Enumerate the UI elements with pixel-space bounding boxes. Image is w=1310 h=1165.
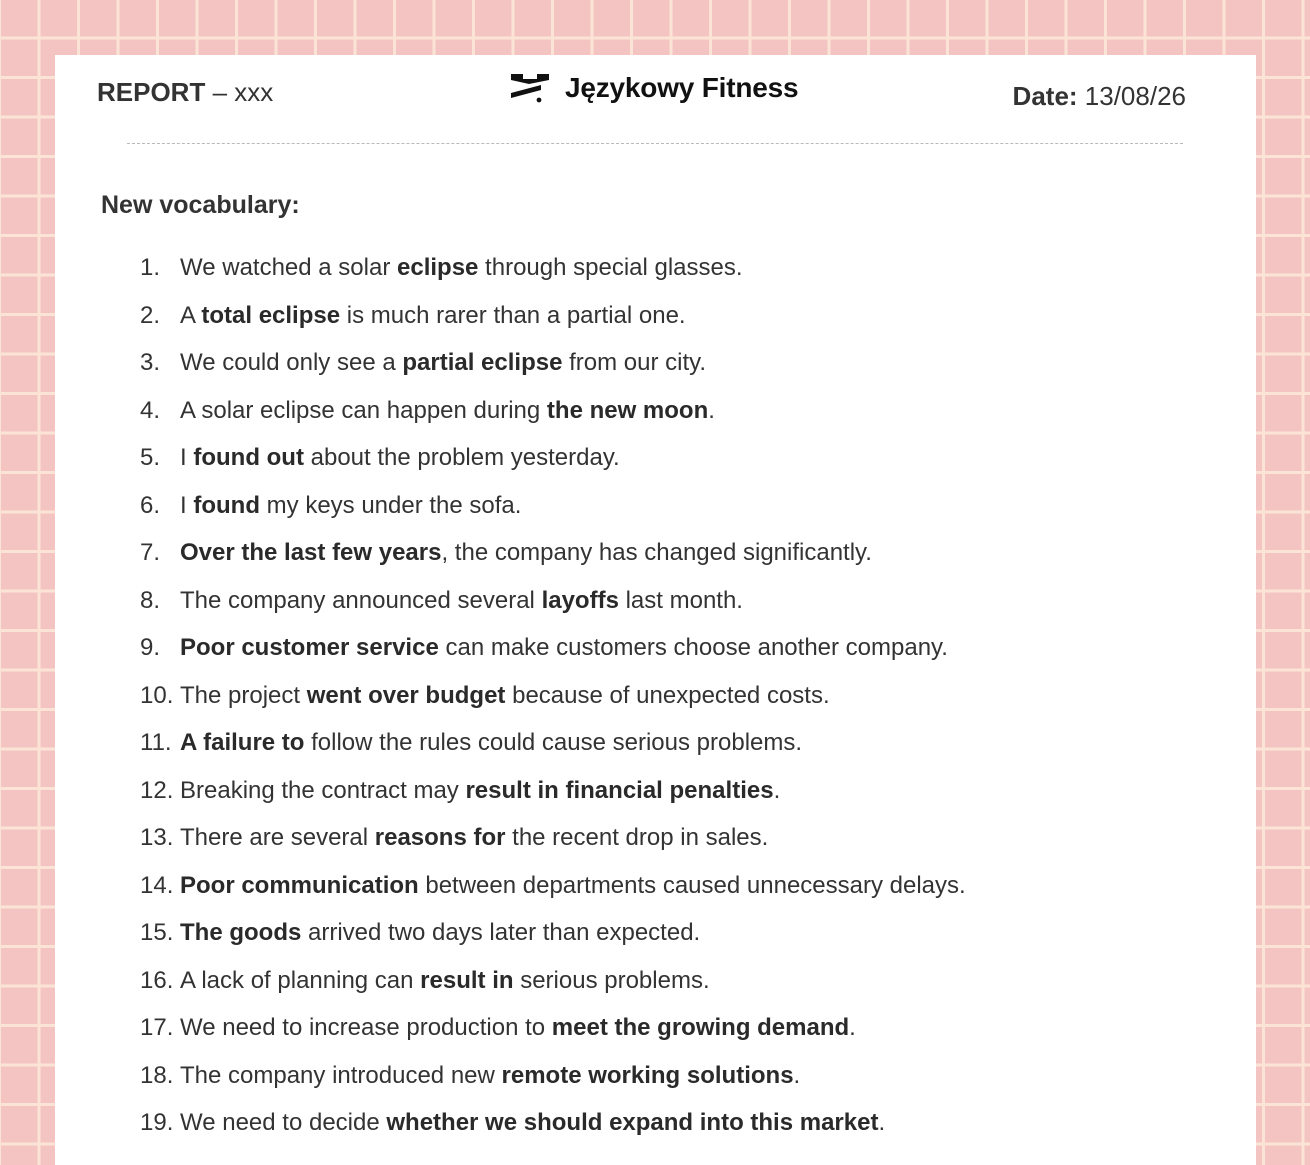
list-item: [140, 1053, 1220, 1101]
report-date: [1013, 81, 1186, 112]
sentence-text: .: [708, 396, 715, 424]
list-item-number: 13.: [140, 824, 174, 851]
list-item-number: 10.: [140, 681, 174, 709]
list-item-text: [180, 1005, 856, 1050]
report-page: [55, 55, 1256, 1165]
list-item: [140, 768, 1220, 816]
sentence-text: The company introduced new: [180, 1061, 502, 1089]
list-item-text: [180, 530, 872, 575]
sentence-text: .: [878, 1109, 886, 1136]
sentence-text: my keys under the sofa.: [259, 491, 522, 519]
list-item-number: 17.: [140, 1014, 174, 1041]
vocab-term: went over budget: [306, 681, 506, 709]
list-item: [140, 910, 1220, 958]
list-item-number: 1.: [140, 254, 161, 281]
list-item-text: [180, 910, 700, 955]
list-item-number: 18.: [140, 1061, 174, 1089]
list-item-number: 4.: [140, 396, 161, 424]
list-item-number: 7.: [140, 539, 161, 566]
sentence-text: We need to increase production to: [180, 1014, 552, 1041]
sentence-text: We watched a solar: [180, 254, 397, 281]
sentence-text: arrived two days later than expected.: [301, 919, 701, 946]
sentence-text: serious problems.: [513, 966, 710, 994]
vocab-term: eclipse: [397, 254, 479, 281]
sentence-text: A solar eclipse can happen during: [180, 396, 547, 424]
list-item: [140, 720, 1220, 768]
vocab-term: Over the last few years: [180, 539, 442, 566]
list-item: [140, 340, 1220, 388]
vocab-term: layoffs: [541, 586, 619, 614]
list-item: [140, 815, 1220, 863]
sentence-text: The project: [180, 681, 307, 709]
list-item-number: 14.: [140, 871, 174, 899]
sentence-text: We need to decide: [180, 1109, 387, 1136]
brand-name: Językowy Fitness: [565, 72, 799, 103]
sentence-text: .: [849, 1014, 856, 1041]
sentence-text: because of unexpected costs.: [505, 681, 830, 709]
list-item-number: 9.: [140, 634, 161, 661]
list-item: [140, 530, 1220, 578]
list-item-text: [180, 245, 743, 290]
sentence-text: through special glasses.: [478, 254, 743, 281]
sentence-text: A: [180, 301, 202, 329]
vocab-term: A failure to: [180, 729, 305, 756]
list-item-text: [180, 720, 802, 765]
sentence-text: last month.: [618, 586, 743, 614]
brand-mark-icon: [507, 71, 553, 105]
list-item: [140, 673, 1220, 721]
sentence-text: I: [180, 444, 194, 471]
sentence-text: can make customers choose another company.: [438, 634, 948, 661]
list-item-text: [180, 863, 966, 908]
vocab-term: meet the growing demand: [551, 1014, 850, 1041]
vocab-term: found out: [193, 444, 304, 471]
list-item: [140, 625, 1220, 673]
list-item-text: [180, 1053, 800, 1098]
list-item-text: [180, 293, 686, 338]
report-suffix: – xxx: [205, 77, 274, 107]
list-item-number: 11.: [140, 729, 172, 756]
list-item-number: 3.: [140, 349, 161, 376]
sentence-text: There are several: [180, 824, 375, 851]
date-label: Date:: [1012, 81, 1078, 111]
list-item: [140, 578, 1220, 626]
list-item-number: 12.: [140, 776, 174, 804]
sentence-text: between departments caused unnecessary delays.: [418, 871, 966, 899]
list-item-text: [180, 388, 715, 433]
vocab-term: whether we should expand into this market: [386, 1109, 879, 1136]
list-item-number: 19.: [140, 1109, 174, 1136]
list-item: [140, 388, 1220, 436]
list-item-number: 16.: [140, 966, 174, 994]
sentence-text: is much rarer than a partial one.: [340, 301, 686, 329]
list-item: [140, 958, 1220, 1006]
vocab-term: The goods: [180, 919, 302, 946]
list-item-number: 6.: [140, 491, 161, 519]
list-item-text: [180, 340, 706, 385]
vocab-term: result in financial penalties: [465, 776, 774, 804]
list-item-text: [180, 958, 710, 1003]
vocab-term: found: [193, 491, 260, 519]
list-item-text: [180, 673, 830, 718]
section-title: New vocabulary:: [101, 191, 300, 219]
sentence-text: .: [773, 776, 781, 804]
report-label: REPORT: [97, 77, 206, 107]
sentence-text: , the company has changed significantly.: [441, 539, 872, 566]
report-title: [97, 77, 273, 108]
vocab-term: total eclipse: [201, 301, 341, 329]
list-item-number: 5.: [140, 444, 161, 471]
vocab-term: Poor customer service: [180, 634, 439, 661]
list-item-text: [180, 578, 743, 623]
list-item-number: 2.: [140, 301, 161, 329]
sentence-text: Breaking the contract may: [180, 776, 466, 804]
vocab-term: Poor communication: [180, 871, 419, 899]
list-item: [140, 863, 1220, 911]
vocab-term: remote working solutions: [501, 1061, 794, 1089]
sentence-text: We could only see a: [180, 349, 403, 376]
sentence-text: from our city.: [562, 349, 707, 376]
list-item: [140, 435, 1220, 483]
list-item-text: [180, 768, 780, 813]
list-item: [140, 293, 1220, 341]
list-item: [140, 483, 1220, 531]
list-item-text: [180, 483, 521, 528]
list-item-number: 8.: [140, 586, 161, 614]
sentence-text: A lack of planning can: [180, 966, 421, 994]
vocab-term: partial eclipse: [402, 349, 563, 376]
list-item: [140, 1005, 1220, 1053]
date-value: 13/08/26: [1077, 81, 1186, 111]
sentence-text: The company announced several: [180, 586, 542, 614]
list-item-text: [180, 625, 948, 670]
vocab-term: the new moon: [546, 396, 709, 424]
list-item: [140, 1100, 1220, 1148]
vocab-term: reasons for: [374, 824, 506, 851]
vocabulary-list: [140, 245, 1220, 1148]
list-item-number: 15.: [140, 919, 174, 946]
sentence-text: I: [180, 491, 194, 519]
list-item-text: [180, 815, 768, 860]
brand-logo: [507, 71, 798, 105]
header-divider: [127, 143, 1183, 144]
sentence-text: about the problem yesterday.: [303, 444, 620, 471]
list-item-text: [180, 435, 620, 480]
sentence-text: follow the rules could cause serious problems.: [304, 729, 803, 756]
list-item-text: [180, 1100, 885, 1145]
list-item: [140, 245, 1220, 293]
vocab-term: result in: [420, 966, 514, 994]
sentence-text: .: [793, 1061, 801, 1089]
sentence-text: the recent drop in sales.: [505, 824, 769, 851]
